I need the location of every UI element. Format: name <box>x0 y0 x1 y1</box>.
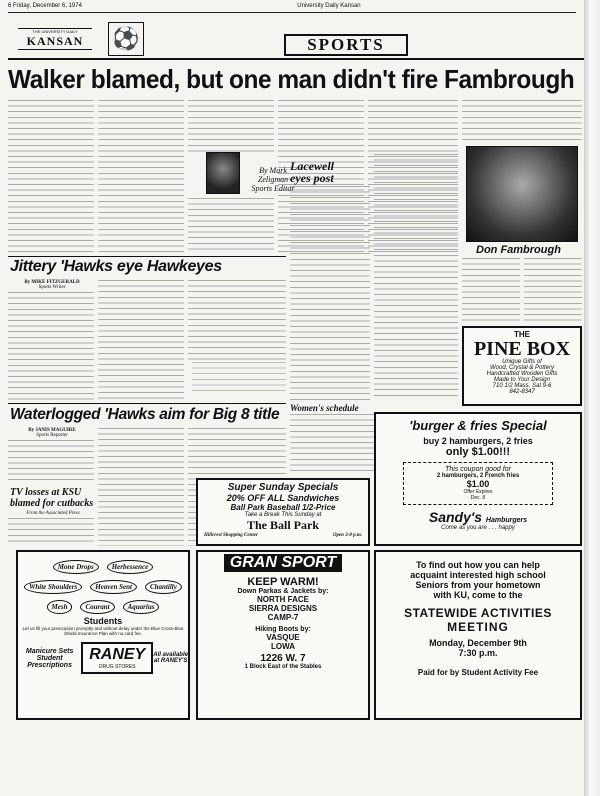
jayhawk-icon: ⚽ <box>108 22 144 56</box>
raney-oval: Courant <box>80 600 114 614</box>
womens-schedule-title: Women's schedule <box>290 403 359 413</box>
tv-losses-headline: TV losses at KSU blamed for cutbacks <box>10 487 94 509</box>
raney-brand-sub: DRUG STORES <box>98 664 136 670</box>
burger-line2: only $1.00!!! <box>445 446 511 458</box>
jittery-byline-box <box>12 280 92 290</box>
pine-box-the: THE <box>514 330 530 339</box>
lacewell-col-1 <box>290 186 370 400</box>
burger-footer: Come as you are . . . happy <box>441 525 515 531</box>
gran-sport-ad[interactable] <box>196 550 370 720</box>
burger-coupon5: Dec. 8 <box>470 495 486 501</box>
burger-brand-sub: Hamburgers <box>485 517 528 524</box>
right-col-story-a <box>462 258 520 324</box>
statewide-date: Monday, December 9th <box>429 638 527 648</box>
ballpark-line3: Take a Break This Sunday at <box>244 512 322 518</box>
raney-oval: Mone Drops <box>53 560 99 574</box>
burger-brand <box>376 509 580 525</box>
pine-box-tagline4: Made to Your Design <box>494 377 550 383</box>
main-story-col-2 <box>98 100 184 252</box>
kansan-name: KANSAN <box>26 34 84 48</box>
raney-oval: Aquarius <box>123 600 160 614</box>
ball-park-ad[interactable] <box>196 478 370 546</box>
gransport-address: 1226 W. 7 <box>260 653 306 664</box>
ballpark-name: The Ball Park <box>246 518 319 532</box>
raney-fragrance-ovals <box>18 556 188 616</box>
jittery-col-1 <box>8 292 94 400</box>
pine-box-name: PINE BOX <box>473 338 571 360</box>
jittery-col-3 <box>188 280 286 360</box>
gransport-brand1: NORTH FACE <box>257 595 309 604</box>
pine-box-tagline2: Wood, Crystal & Pottery <box>489 365 555 371</box>
gransport-address2: 1 Block East of the Stables <box>244 664 322 670</box>
jittery-top-rule <box>8 256 286 257</box>
raney-student-rx: Student Prescriptions <box>27 654 72 669</box>
waterlogged-headline: Waterlogged 'Hawks aim for Big 8 title <box>10 406 280 423</box>
gransport-boot2: LOWA <box>271 642 295 651</box>
main-story-col-3 <box>188 100 274 152</box>
fambrough-caption: Don Fambrough <box>476 244 561 256</box>
raney-line1: Let us fill your prescription promptly and without delay under the Blue Cross-Blue Shield Insurance Plan with no card fee. <box>22 626 184 636</box>
pine-box-tagline1: Unique Gifts of <box>502 359 542 365</box>
tv-losses-source: From the Associated Press <box>26 511 80 516</box>
raney-all-at: All available at RANEY'S <box>153 652 188 664</box>
statewide-title: STATEWIDE ACTIVITIES <box>404 606 552 620</box>
statewide-time: 7:30 p.m. <box>458 648 498 658</box>
ballpark-line2: Ball Park Baseball 1/2-Price <box>230 503 336 512</box>
folio-date: 6 Friday, December 6, 1974 <box>8 3 82 9</box>
raney-oval: Herbessence <box>107 560 154 574</box>
burger-brand-name: Sandy's <box>428 509 482 525</box>
raney-bottom <box>18 642 188 674</box>
sports-section-title: SPORTS <box>284 34 408 56</box>
raney-logo <box>81 642 153 674</box>
main-headline: Walker blamed, but one man didn't fire Fambrough <box>8 64 575 94</box>
tv-losses-col <box>8 518 94 546</box>
sandys-burger-ad[interactable] <box>374 412 582 546</box>
raney-left-text <box>18 648 81 669</box>
folio-paper-name: University Daily Kansan <box>297 3 361 9</box>
raney-oval: Mesh <box>47 600 73 614</box>
statewide-title2: MEETING <box>447 620 509 634</box>
fambrough-photo <box>466 146 578 242</box>
page-spine <box>584 0 600 796</box>
kansan-logo <box>18 28 92 50</box>
statewide-line2: acquaint interested high school <box>410 570 546 580</box>
jittery-byline-title: Sports Writer <box>38 285 66 290</box>
main-story-byline: By Mark Zeligman <box>257 166 289 184</box>
pine-box-tagline3: Handcrafted Wooden Gifts <box>486 371 558 377</box>
jittery-col-2 <box>98 280 184 400</box>
lacewell-headline-line2: eyes post <box>290 171 334 185</box>
raney-oval: Heaven Sent <box>90 580 137 594</box>
waterlogged-byline: By JANIS MAGUIRE <box>28 428 76 433</box>
main-story-col-1 <box>8 100 94 252</box>
burger-coupon4: Offer Expires <box>463 489 493 495</box>
jittery-byline: By MIKE FITZGERALD <box>24 280 80 285</box>
burger-coupon1: This coupon good for <box>445 466 511 473</box>
gransport-line1: Down Parkas & Jackets by: <box>237 588 329 595</box>
gransport-brand2: SIERRA DESIGNS <box>248 604 318 613</box>
raney-oval: White Shoulders <box>24 580 82 594</box>
raney-manicure: Manicure Sets <box>25 647 74 655</box>
pine-box-ad[interactable] <box>462 326 582 406</box>
gransport-boots-title: Hiking Boots by: <box>255 626 311 633</box>
raney-brand: RANEY <box>89 646 146 663</box>
right-col-story-b <box>524 258 582 324</box>
statewide-line1: To find out how you can help <box>416 560 540 570</box>
pine-box-phone: 842-8347 <box>509 389 535 395</box>
ballpark-hours: Open 3-8 p.m. <box>332 533 362 538</box>
ballpark-footer <box>198 533 368 538</box>
burger-line1: buy 2 hamburgers, 2 fries <box>423 436 533 446</box>
pine-box-address: 710 1/2 Mass. Sat 9-6 <box>492 383 552 389</box>
burger-coupon3: $1.00 <box>466 479 490 489</box>
lacewell-headline <box>290 160 370 184</box>
raney-oval: Chantilly <box>145 580 182 594</box>
lacewell-headline-line1: Lacewell <box>290 159 334 173</box>
gransport-name: GRAN SPORT <box>224 554 342 572</box>
waterlogged-byline-title: Sports Reporter <box>36 433 68 438</box>
jittery-headline: Jittery 'Hawks eye Hawkeyes <box>10 258 222 275</box>
gransport-boot1: VASQUE <box>266 633 300 642</box>
statewide-paid: Paid for by Student Activity Fee <box>417 668 539 677</box>
kansan-university: THE UNIVERSITY DAILY <box>32 29 78 34</box>
folio-line <box>8 3 576 13</box>
ballpark-line1: 20% OFF ALL Sandwiches <box>226 493 340 503</box>
columnist-photo <box>206 152 240 194</box>
waterlogged-col-1 <box>8 440 94 484</box>
gransport-brand3: CAMP-7 <box>267 613 299 622</box>
waterlogged-top-rule <box>8 403 286 404</box>
jittery-lineup-table <box>192 362 286 392</box>
ballpark-title: Super Sunday Specials <box>227 482 339 493</box>
waterlogged-byline-box <box>12 428 92 438</box>
main-story-col-6 <box>462 100 582 142</box>
statewide-line3: Seniors from your hometown <box>415 580 541 590</box>
burger-title: 'burger & fries Special <box>409 418 547 433</box>
waterlogged-col-2 <box>98 428 184 546</box>
raney-students: Students <box>83 616 123 626</box>
raney-drug-ad[interactable] <box>16 550 190 720</box>
statewide-activities-ad[interactable] <box>374 550 582 720</box>
gransport-keep-warm: KEEP WARM! <box>247 576 319 588</box>
main-story-col-3b <box>188 198 274 252</box>
main-story-byline-title: Sports Editor <box>251 184 295 193</box>
ballpark-location: Hillcrest Shopping Center <box>204 533 258 538</box>
statewide-line4: with KU, come to the <box>433 590 523 600</box>
burger-coupon[interactable] <box>403 462 553 505</box>
burger-coupon2: 2 hamburgers, 2 French fries <box>436 473 520 479</box>
lacewell-col-2 <box>374 154 458 400</box>
